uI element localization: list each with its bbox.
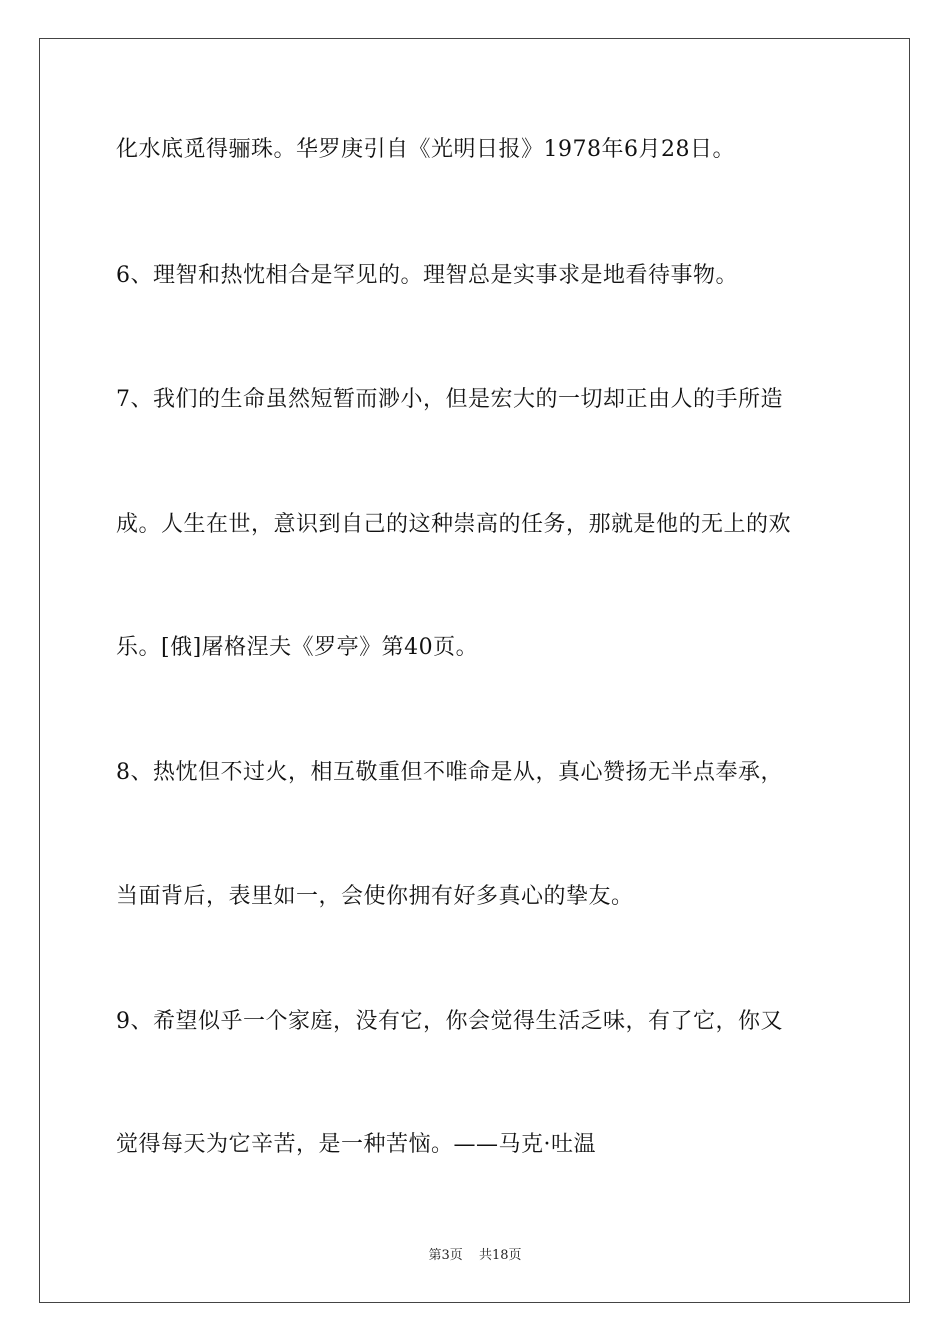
text-line-2: 6、理智和热忱相合是罕见的。理智总是实事求是地看待事物。 [116, 263, 738, 288]
text-line-9: 觉得每天为它辛苦，是一种苦恼。——马克·吐温 [116, 1132, 596, 1157]
text-line-1: 化水底觅得骊珠。华罗庚引自《光明日报》1978年6月28日。 [116, 137, 735, 162]
page-frame [39, 38, 910, 1303]
page-total: 共18页 [478, 1248, 522, 1263]
text-line-6: 8、热忱但不过火，相互敬重但不唯命是从，真心赞扬无半点奉承， [116, 760, 783, 785]
page-footer [0, 1247, 950, 1265]
text-line-4: 成。人生在世，意识到自己的这种崇高的任务，那就是他的无上的欢 [116, 512, 792, 537]
text-line-8: 9、希望似乎一个家庭，没有它，你会觉得生活乏味，有了它，你又 [116, 1009, 783, 1034]
text-line-7: 当面背后，表里如一，会使你拥有好多真心的挚友。 [116, 884, 634, 909]
text-line-5: 乐。[俄]屠格涅夫《罗亭》第40页。 [116, 635, 479, 660]
page-number: 第3页 [428, 1248, 463, 1263]
text-line-3: 7、我们的生命虽然短暂而渺小，但是宏大的一切却正由人的手所造 [116, 387, 783, 412]
